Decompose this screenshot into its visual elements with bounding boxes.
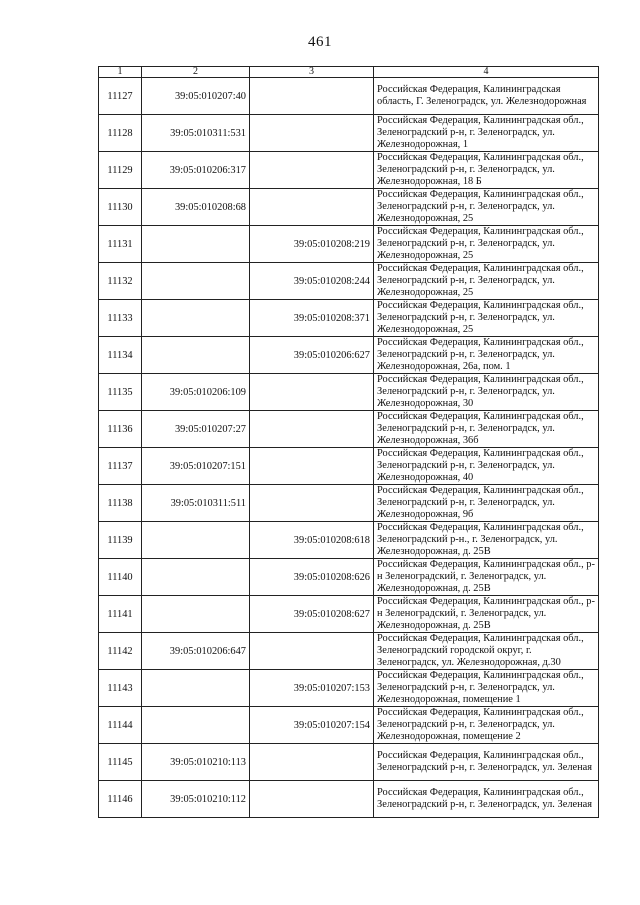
cadastral-number-alt-cell: 39:05:010208:618 [250, 522, 374, 559]
table-row [99, 707, 599, 744]
table-row [99, 152, 599, 189]
table-row [99, 263, 599, 300]
header-row [99, 67, 599, 78]
address-cell: Российская Федерация, Калининградская обл., Зеленоградский р-н, г. Зеленоградск, ул. Железнодорожная, помещение 1 [374, 670, 599, 707]
row-number-cell: 11128 [99, 115, 142, 152]
table-row [99, 189, 599, 226]
row-number-cell: 11134 [99, 337, 142, 374]
cadastral-number-cell [142, 226, 250, 263]
row-number-cell: 11137 [99, 448, 142, 485]
row-number-cell: 11129 [99, 152, 142, 189]
row-number-cell: 11127 [99, 78, 142, 115]
table-row [99, 411, 599, 448]
row-number-cell: 11145 [99, 744, 142, 781]
cadastral-number-alt-cell [250, 744, 374, 781]
table-row [99, 522, 599, 559]
row-number-cell: 11146 [99, 781, 142, 818]
cadastral-number-cell: 39:05:010210:112 [142, 781, 250, 818]
row-number-cell: 11136 [99, 411, 142, 448]
address-cell: Российская Федерация, Калининградская обл., р-н Зеленоградский, г. Зеленоградск, ул. Железнодорожная, д. 25В [374, 559, 599, 596]
cadastral-number-alt-cell: 39:05:010208:219 [250, 226, 374, 263]
address-cell: Российская Федерация, Калининградская обл., Зеленоградский р-н, г. Зеленоградск, ул. Железнодорожная, 25 [374, 226, 599, 263]
table-row [99, 781, 599, 818]
table-row [99, 226, 599, 263]
cadastral-number-alt-cell: 39:05:010208:371 [250, 300, 374, 337]
column-header-4: 4 [374, 67, 599, 78]
cadastral-number-cell: 39:05:010210:113 [142, 744, 250, 781]
column-header-2: 2 [142, 67, 250, 78]
cadastral-number-alt-cell [250, 78, 374, 115]
cadastral-number-cell: 39:05:010311:531 [142, 115, 250, 152]
cadastral-number-cell: 39:05:010207:151 [142, 448, 250, 485]
table-row [99, 485, 599, 522]
row-number-cell: 11144 [99, 707, 142, 744]
table-row [99, 559, 599, 596]
table-row [99, 670, 599, 707]
column-header-1: 1 [99, 67, 142, 78]
row-number-cell: 11142 [99, 633, 142, 670]
cadastral-number-cell: 39:05:010206:109 [142, 374, 250, 411]
address-cell: Российская Федерация, Калининградская обл., Зеленоградский городской округ, г. Зеленоградск, ул. Железнодорожная, д.30 [374, 633, 599, 670]
cadastral-number-alt-cell [250, 115, 374, 152]
table-row [99, 596, 599, 633]
table-row [99, 115, 599, 152]
row-number-cell: 11130 [99, 189, 142, 226]
cadastral-number-alt-cell: 39:05:010207:153 [250, 670, 374, 707]
cadastral-number-alt-cell: 39:05:010208:244 [250, 263, 374, 300]
address-cell: Российская Федерация, Калининградская обл., Зеленоградский р-н, г. Зеленоградск, ул. Железнодорожная, 36б [374, 411, 599, 448]
cadastral-number-cell: 39:05:010208:68 [142, 189, 250, 226]
address-cell: Российская Федерация, Калининградская обл., Зеленоградский р-н, г. Зеленоградск, ул. Железнодорожная, 18 Б [374, 152, 599, 189]
row-number-cell: 11135 [99, 374, 142, 411]
table-row [99, 448, 599, 485]
row-number-cell: 11140 [99, 559, 142, 596]
cadastral-number-cell [142, 522, 250, 559]
table-row [99, 744, 599, 781]
address-cell: Российская Федерация, Калининградская область, Г. Зеленоградск, ул. Железнодорожная [374, 78, 599, 115]
cadastral-number-alt-cell: 39:05:010206:627 [250, 337, 374, 374]
address-cell: Российская Федерация, Калининградская обл., Зеленоградский р-н, г. Зеленоградск, ул. Железнодорожная, 25 [374, 189, 599, 226]
address-cell: Российская Федерация, Калининградская обл., Зеленоградский р-н., г. Зеленоградск, ул. Железнодорожная, д. 25В [374, 522, 599, 559]
cadastral-number-cell: 39:05:010207:40 [142, 78, 250, 115]
cadastral-number-cell: 39:05:010311:511 [142, 485, 250, 522]
registry-table [98, 66, 599, 818]
address-cell: Российская Федерация, Калининградская обл., Зеленоградский р-н, г. Зеленоградск, ул. Железнодорожная, 26а, пом. 1 [374, 337, 599, 374]
address-cell: Российская Федерация, Калининградская обл., Зеленоградский р-н, г. Зеленоградск, ул. Железнодорожная, 1 [374, 115, 599, 152]
cadastral-number-alt-cell [250, 411, 374, 448]
row-number-cell: 11132 [99, 263, 142, 300]
row-number-cell: 11141 [99, 596, 142, 633]
table-row [99, 374, 599, 411]
cadastral-number-alt-cell: 39:05:010207:154 [250, 707, 374, 744]
address-cell: Российская Федерация, Калининградская обл., р-н Зеленоградский, г. Зеленоградск, ул. Железнодорожная, д. 25В [374, 596, 599, 633]
cadastral-number-cell [142, 596, 250, 633]
table-body [99, 78, 599, 818]
address-cell: Российская Федерация, Калининградская обл., Зеленоградский р-н, г. Зеленоградск, ул. Железнодорожная, 30 [374, 374, 599, 411]
cadastral-number-alt-cell: 39:05:010208:626 [250, 559, 374, 596]
cadastral-number-alt-cell [250, 152, 374, 189]
cadastral-number-alt-cell [250, 448, 374, 485]
cadastral-number-cell [142, 337, 250, 374]
table-row [99, 633, 599, 670]
cadastral-number-cell [142, 670, 250, 707]
cadastral-number-cell [142, 300, 250, 337]
address-cell: Российская Федерация, Калининградская обл., Зеленоградский р-н, г. Зеленоградск, ул. Железнодорожная, 9б [374, 485, 599, 522]
column-header-3: 3 [250, 67, 374, 78]
cadastral-number-cell [142, 263, 250, 300]
table-row [99, 78, 599, 115]
cadastral-number-alt-cell [250, 374, 374, 411]
cadastral-number-alt-cell [250, 189, 374, 226]
cadastral-number-alt-cell [250, 781, 374, 818]
page-number: 461 [308, 34, 332, 50]
row-number-cell: 11131 [99, 226, 142, 263]
address-cell: Российская Федерация, Калининградская обл., Зеленоградский р-н, г. Зеленоградск, ул. Железнодорожная, 25 [374, 263, 599, 300]
cadastral-number-cell: 39:05:010206:647 [142, 633, 250, 670]
address-cell: Российская Федерация, Калининградская обл., Зеленоградский р-н, г. Зеленоградск, ул. Зеленая [374, 781, 599, 818]
row-number-cell: 11138 [99, 485, 142, 522]
cadastral-number-cell: 39:05:010206:317 [142, 152, 250, 189]
cadastral-number-cell [142, 559, 250, 596]
address-cell: Российская Федерация, Калининградская обл., Зеленоградский р-н, г. Зеленоградск, ул. Зеленая [374, 744, 599, 781]
cadastral-number-alt-cell [250, 485, 374, 522]
row-number-cell: 11143 [99, 670, 142, 707]
table-header [99, 67, 599, 78]
table-row [99, 300, 599, 337]
address-cell: Российская Федерация, Калининградская обл., Зеленоградский р-н, г. Зеленоградск, ул. Железнодорожная, помещение 2 [374, 707, 599, 744]
table-row [99, 337, 599, 374]
cadastral-number-alt-cell: 39:05:010208:627 [250, 596, 374, 633]
cadastral-number-cell [142, 707, 250, 744]
row-number-cell: 11133 [99, 300, 142, 337]
cadastral-number-alt-cell [250, 633, 374, 670]
address-cell: Российская Федерация, Калининградская обл., Зеленоградский р-н, г. Зеленоградск, ул. Железнодорожная, 40 [374, 448, 599, 485]
row-number-cell: 11139 [99, 522, 142, 559]
cadastral-number-cell: 39:05:010207:27 [142, 411, 250, 448]
address-cell: Российская Федерация, Калининградская обл., Зеленоградский р-н, г. Зеленоградск, ул. Железнодорожная, 25 [374, 300, 599, 337]
